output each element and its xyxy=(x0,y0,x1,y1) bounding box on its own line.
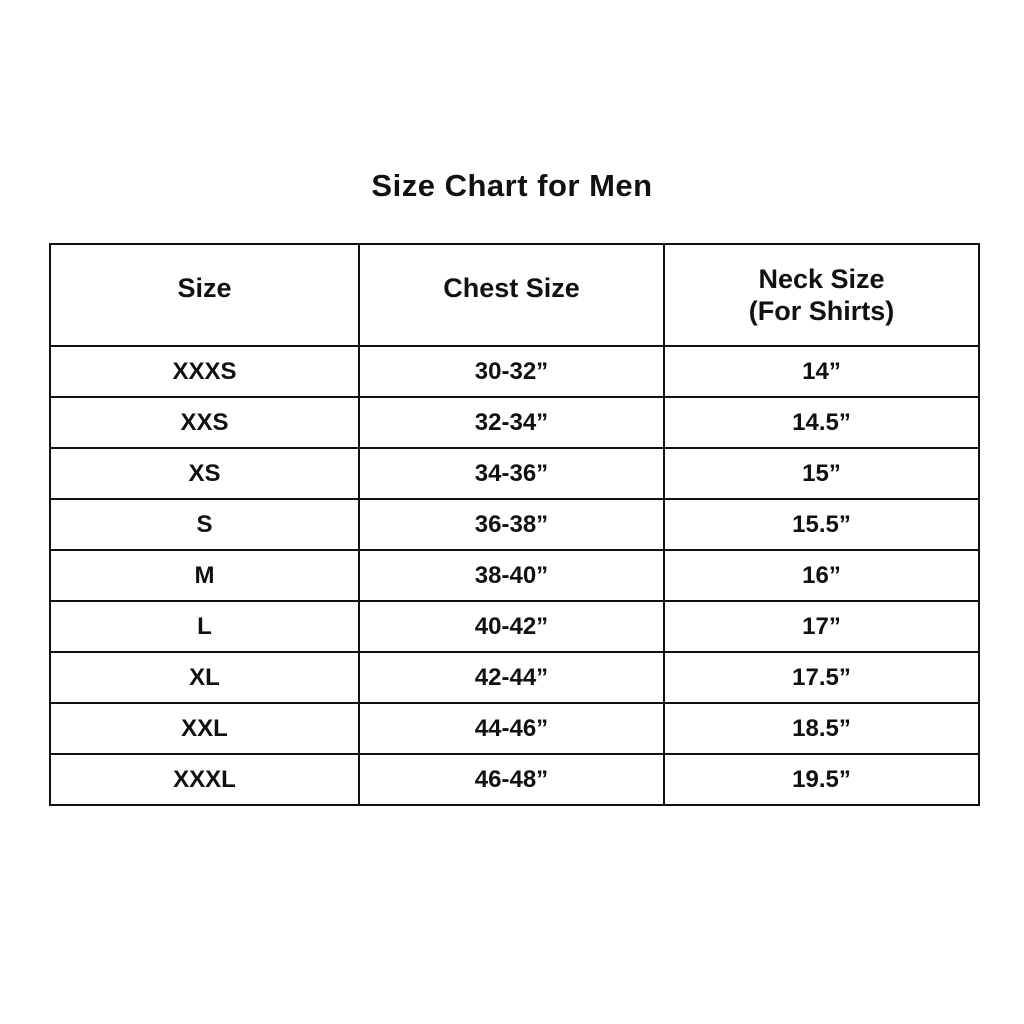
size-cell: XXS xyxy=(50,397,359,448)
page-title: Size Chart for Men xyxy=(371,168,653,203)
size-cell: L xyxy=(50,601,359,652)
chest-cell: 32-34” xyxy=(359,397,664,448)
table-row xyxy=(50,703,979,754)
table-row xyxy=(50,652,979,703)
table-row xyxy=(50,754,979,805)
neck-cell: 19.5” xyxy=(664,754,979,805)
neck-cell: 17.5” xyxy=(664,652,979,703)
neck-cell: 16” xyxy=(664,550,979,601)
chest-cell: 34-36” xyxy=(359,448,664,499)
chest-cell: 40-42” xyxy=(359,601,664,652)
column-header-neck xyxy=(664,244,979,346)
header-row xyxy=(50,244,979,346)
table-row xyxy=(50,550,979,601)
size-cell: XS xyxy=(50,448,359,499)
size-cell: S xyxy=(50,499,359,550)
size-cell: XXXL xyxy=(50,754,359,805)
size-cell: XXL xyxy=(50,703,359,754)
table-row xyxy=(50,499,979,550)
chest-cell: 44-46” xyxy=(359,703,664,754)
size-cell: XL xyxy=(50,652,359,703)
column-header-neck-line2: (For Shirts) xyxy=(748,296,895,326)
neck-cell: 14.5” xyxy=(664,397,979,448)
size-cell: M xyxy=(50,550,359,601)
chest-cell: 36-38” xyxy=(359,499,664,550)
column-header-size: Size xyxy=(50,244,359,346)
chest-cell: 42-44” xyxy=(359,652,664,703)
chest-cell: 46-48” xyxy=(359,754,664,805)
neck-cell: 18.5” xyxy=(664,703,979,754)
chest-cell: 38-40” xyxy=(359,550,664,601)
column-header-neck-line1: Neck Size xyxy=(758,263,885,294)
column-header-chest: Chest Size xyxy=(359,244,664,346)
neck-cell: 17” xyxy=(664,601,979,652)
chest-cell: 30-32” xyxy=(359,346,664,397)
neck-cell: 15” xyxy=(664,448,979,499)
table-row xyxy=(50,397,979,448)
neck-cell: 14” xyxy=(664,346,979,397)
size-chart-table xyxy=(49,243,980,806)
table-row xyxy=(50,346,979,397)
table-row xyxy=(50,601,979,652)
table-row xyxy=(50,448,979,499)
size-cell: XXXS xyxy=(50,346,359,397)
neck-cell: 15.5” xyxy=(664,499,979,550)
